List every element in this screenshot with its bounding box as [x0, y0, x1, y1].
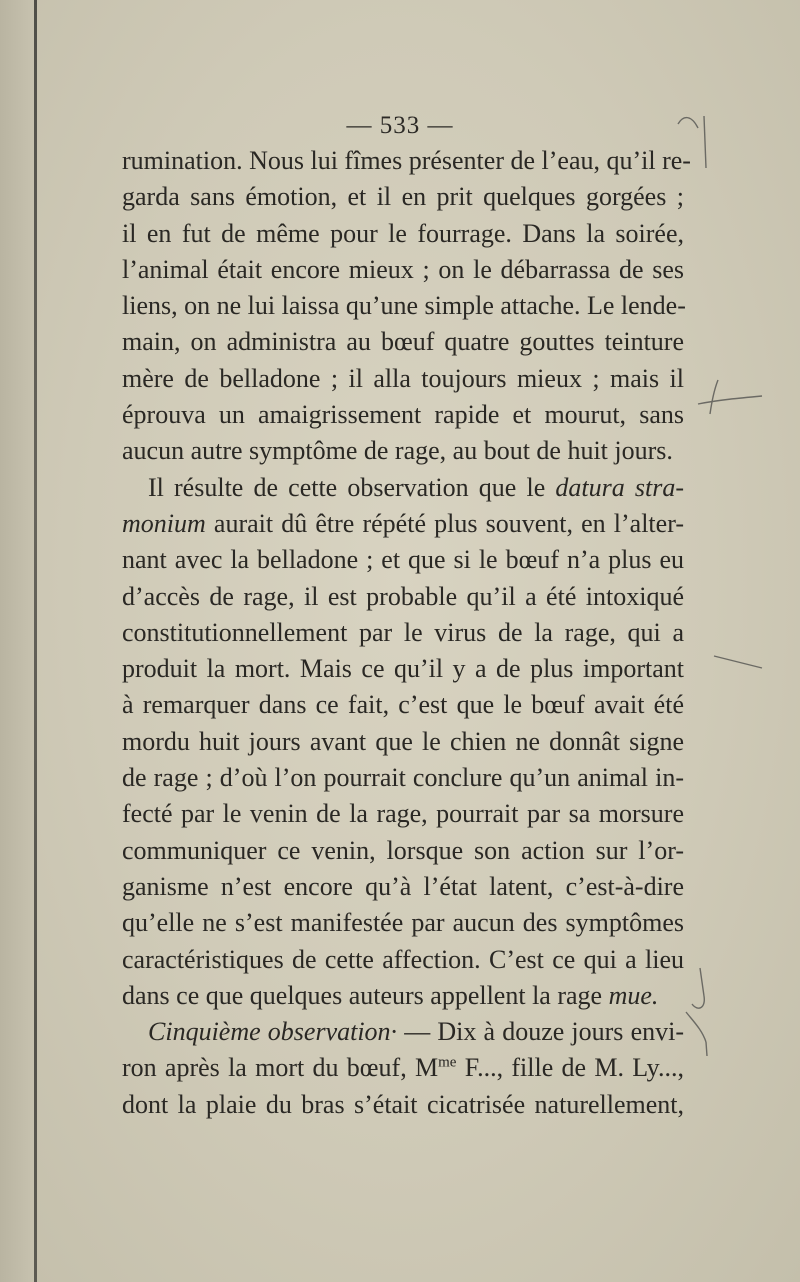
text-run: F..., fille de M. Ly..., [456, 1053, 684, 1083]
text-run: l’animal était encore mieux ; on le débarrassa de ses [122, 254, 684, 284]
text-run: rumination. Nous lui fîmes présenter de l’eau, qu’il re- [122, 146, 691, 175]
text-line [122, 1050, 684, 1086]
text-line [122, 651, 684, 687]
text-run: d’accès de rage, il est probable qu’il a été intoxiqué [122, 581, 684, 611]
text-run: communiquer ce venin, lorsque son action sur l’or- [122, 835, 684, 865]
text-run: mère de belladone ; il alla toujours mieux ; mais il [122, 363, 684, 393]
text-run: nant avec la belladone ; et que si le bœuf n’a plus eu [122, 545, 684, 575]
text-line [122, 143, 691, 179]
text-line [122, 216, 684, 252]
text-run: constitutionnellement par le virus de la rage, qui a [122, 617, 684, 647]
text-line [122, 796, 684, 832]
text-line [122, 397, 684, 433]
text-run: fecté par le venin de la rage, pourrait par sa morsure [122, 799, 684, 829]
text-run: liens, on ne lui laissa qu’une simple attache. Le lende- [122, 291, 686, 321]
italic-text: datura stra- [555, 472, 684, 502]
text-run: dont la plaie du bras s’était cicatrisée naturellement, [122, 1089, 684, 1119]
text-line [122, 905, 684, 941]
text-line [122, 978, 684, 1014]
text-run: garda sans émotion, et il en prit quelques gorgées ; [122, 182, 684, 212]
text-line [122, 687, 684, 723]
page-number: — 533 — [346, 112, 454, 139]
text-line [122, 615, 684, 651]
text-line [122, 252, 684, 288]
text-run: aucun autre symptôme de rage, au bout de huit jours. [122, 436, 673, 466]
text-run: aurait dû être répété plus souvent, en l’alter- [205, 508, 684, 538]
text-run: ganisme n’est encore qu’à l’état latent, c’est-à-dire [122, 871, 684, 901]
text-line [122, 361, 684, 397]
margin-pencil-mark [670, 108, 790, 1108]
text-run: — Dix à douze jours envi- [397, 1017, 684, 1047]
text-line [122, 433, 684, 469]
italic-text: mue. [608, 980, 659, 1010]
italic-text: monium [122, 508, 206, 538]
text-run: à remarquer dans ce fait, c’est que le bœuf avait été [122, 690, 684, 720]
text-run: ron après la mort du bœuf, M [122, 1053, 439, 1083]
text-line [122, 579, 684, 615]
superscript-text: me [438, 1054, 457, 1071]
text-run: de rage ; d’où l’on pourrait conclure qu’un animal in- [122, 763, 684, 793]
text-run: qu’elle ne s’est manifestée par aucun des symptômes [122, 908, 684, 938]
text-line [122, 833, 684, 869]
text-run: dans ce que quelques auteurs appellent la rage [122, 980, 609, 1010]
text-line [122, 542, 684, 578]
text-line [122, 506, 684, 542]
text-line [122, 179, 684, 215]
text-line [122, 288, 684, 324]
text-line [122, 760, 684, 796]
text-line [122, 869, 684, 905]
text-line [122, 1014, 684, 1050]
text-run: Il résulte de cette observation que le [148, 472, 556, 502]
text-line [122, 324, 684, 360]
text-run: caractéristiques de cette affection. C’est ce qui a lieu [122, 944, 684, 974]
text-line [122, 470, 684, 506]
text-run: mordu huit jours avant que le chien ne donnât signe [122, 726, 684, 756]
text-line [122, 1087, 684, 1123]
text-run: produit la mort. Mais ce qu’il y a de plus important [122, 654, 684, 684]
gutter-shadow [0, 0, 34, 1282]
text-run: éprouva un amaigrissement rapide et mourut, sans [122, 400, 684, 430]
italic-text: Cinquième observation· [148, 1017, 398, 1047]
text-line [122, 942, 684, 978]
binding-edge [34, 0, 37, 1282]
text-line [122, 724, 684, 760]
text-run: main, on administra au bœuf quatre gouttes teinture [122, 327, 684, 357]
text-run: il en fut de même pour le fourrage. Dans la soirée, [122, 218, 684, 248]
body-text [122, 143, 691, 1123]
